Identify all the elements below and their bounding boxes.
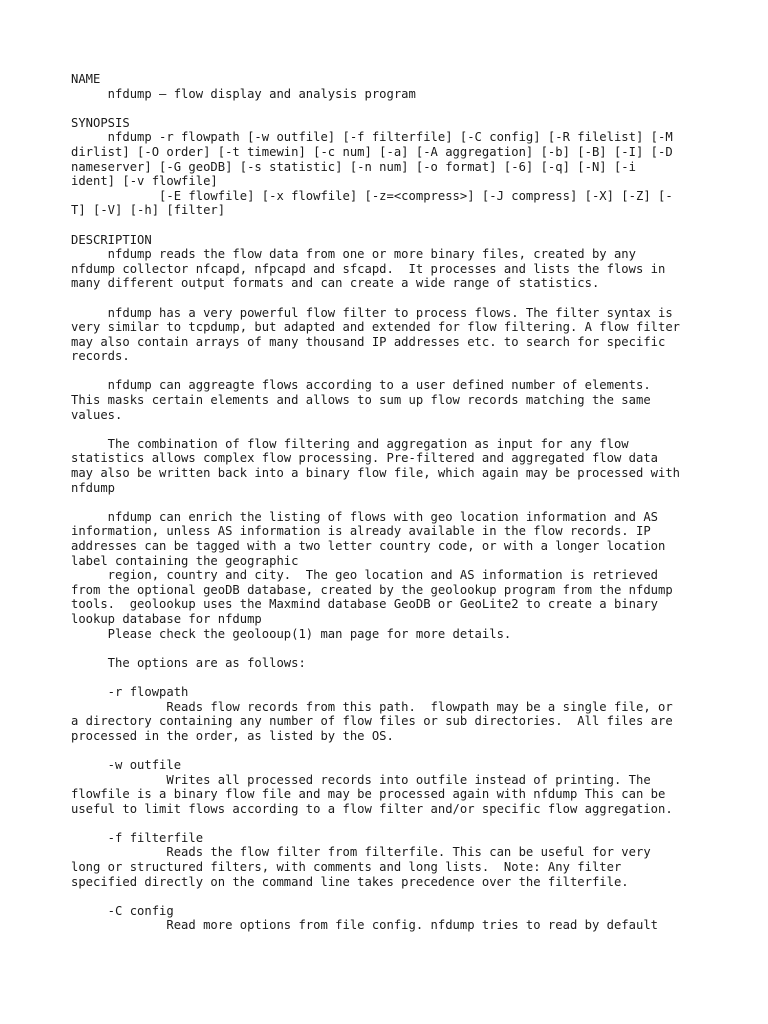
text-line (71, 422, 711, 437)
text-line: nameserver] [-G geoDB] [-s statistic] [-n num] [-o format] [-6] [-q] [-N] [-i (71, 159, 636, 174)
text-line (71, 364, 711, 379)
text-line (71, 889, 711, 904)
text-line: long or structured filters, with comments and long lists. Note: Any filter (71, 860, 622, 875)
text-line: nfdump — flow display and analysis program (71, 86, 416, 101)
text-line: lookup database for nfdump (71, 611, 262, 626)
text-line (71, 816, 711, 831)
text-line: label containing the geographic (71, 553, 299, 568)
text-line: -C config (71, 903, 174, 918)
text-line (71, 641, 711, 656)
text-line: many different output formats and can create a wide range of statistics. (71, 276, 600, 291)
text-line: very similar to tcpdump, but adapted and extended for flow filtering. A flow filter (71, 320, 681, 335)
text-line: ident] [-v flowfile] (71, 174, 218, 189)
text-line: records. (71, 349, 130, 364)
text-line: information, unless AS information is already available in the flow records. IP (71, 524, 651, 539)
text-line: -w outfile (71, 757, 182, 772)
text-line: nfdump (71, 480, 116, 495)
text-line: DESCRIPTION (71, 232, 152, 247)
text-line: specified directly on the command line takes precedence over the filterfile. (71, 874, 629, 889)
text-line (71, 743, 711, 758)
text-line: from the optional geoDB database, created by the geolookup program from the nfdump (71, 582, 673, 597)
text-line: -f filterfile (71, 830, 204, 845)
text-line: NAME (71, 72, 101, 86)
text-line (71, 218, 711, 233)
text-line: values. (71, 407, 123, 422)
text-line (71, 101, 711, 116)
text-line: nfdump collector nfcapd, nfpcapd and sfcapd. It processes and lists the flows in (71, 261, 666, 276)
text-line: dirlist] [-O order] [-t timewin] [-c num] [-a] [-A aggregation] [-b] [-B] [-I] [-D (71, 144, 673, 159)
text-line: Reads flow records from this path. flowpath may be a single file, or (71, 699, 673, 714)
text-line: nfdump can aggreagte flows according to a user defined number of elements. (71, 378, 651, 393)
man-page-text (71, 72, 711, 933)
text-line: nfdump can enrich the listing of flows with geo location information and AS (71, 509, 658, 524)
text-line: useful to limit flows according to a flow filter and/or specific flow aggregation. (71, 801, 673, 816)
text-line: SYNOPSIS (71, 115, 130, 130)
text-line: Writes all processed records into outfile instead of printing. The (71, 772, 651, 787)
text-line: nfdump has a very powerful flow filter to process flows. The filter syntax is (71, 305, 673, 320)
text-line: This masks certain elements and allows to sum up flow records matching the same (71, 393, 651, 408)
text-line: Read more options from file config. nfdump tries to read by default (71, 918, 658, 933)
text-line: addresses can be tagged with a two letter country code, or with a longer location (71, 539, 666, 553)
text-line: -r flowpath (71, 684, 189, 699)
text-line: flowfile is a binary flow file and may be processed again with nfdump This can be (71, 787, 666, 802)
text-line: may also be written back into a binary flow file, which again may be processed with (71, 466, 681, 481)
text-line: processed in the order, as listed by the OS. (71, 728, 394, 743)
text-line (71, 495, 711, 510)
text-line: a directory containing any number of flow files or sub directories. All files are (71, 714, 673, 729)
text-line: Please check the geolooup(1) man page for more details. (71, 626, 512, 641)
text-line: nfdump reads the flow data from one or more binary files, created by any (71, 247, 636, 262)
text-line: The combination of flow filtering and aggregation as input for any flow (71, 436, 629, 451)
text-line: statistics allows complex flow processing. Pre-filtered and aggregated flow data (71, 451, 658, 466)
text-line: Reads the flow filter from filterfile. This can be useful for very (71, 845, 651, 860)
text-line: nfdump -r flowpath [-w outfile] [-f filterfile] [-C config] [-R filelist] [-M (71, 130, 673, 145)
text-line (71, 291, 711, 306)
text-line: T] [-V] [-h] [filter] (71, 203, 226, 218)
text-line: region, country and city. The geo location and AS information is retrieved (71, 568, 658, 583)
text-line: tools. geolookup uses the Maxmind database GeoDB or GeoLite2 to create a binary (71, 597, 658, 612)
text-line: [-E flowfile] [-x flowfile] [-z=<compress>] [-J compress] [-X] [-Z] [- (71, 188, 673, 203)
text-line: may also contain arrays of many thousand IP addresses etc. to search for specific (71, 334, 666, 349)
text-line: The options are as follows: (71, 655, 306, 670)
text-line (71, 670, 711, 685)
